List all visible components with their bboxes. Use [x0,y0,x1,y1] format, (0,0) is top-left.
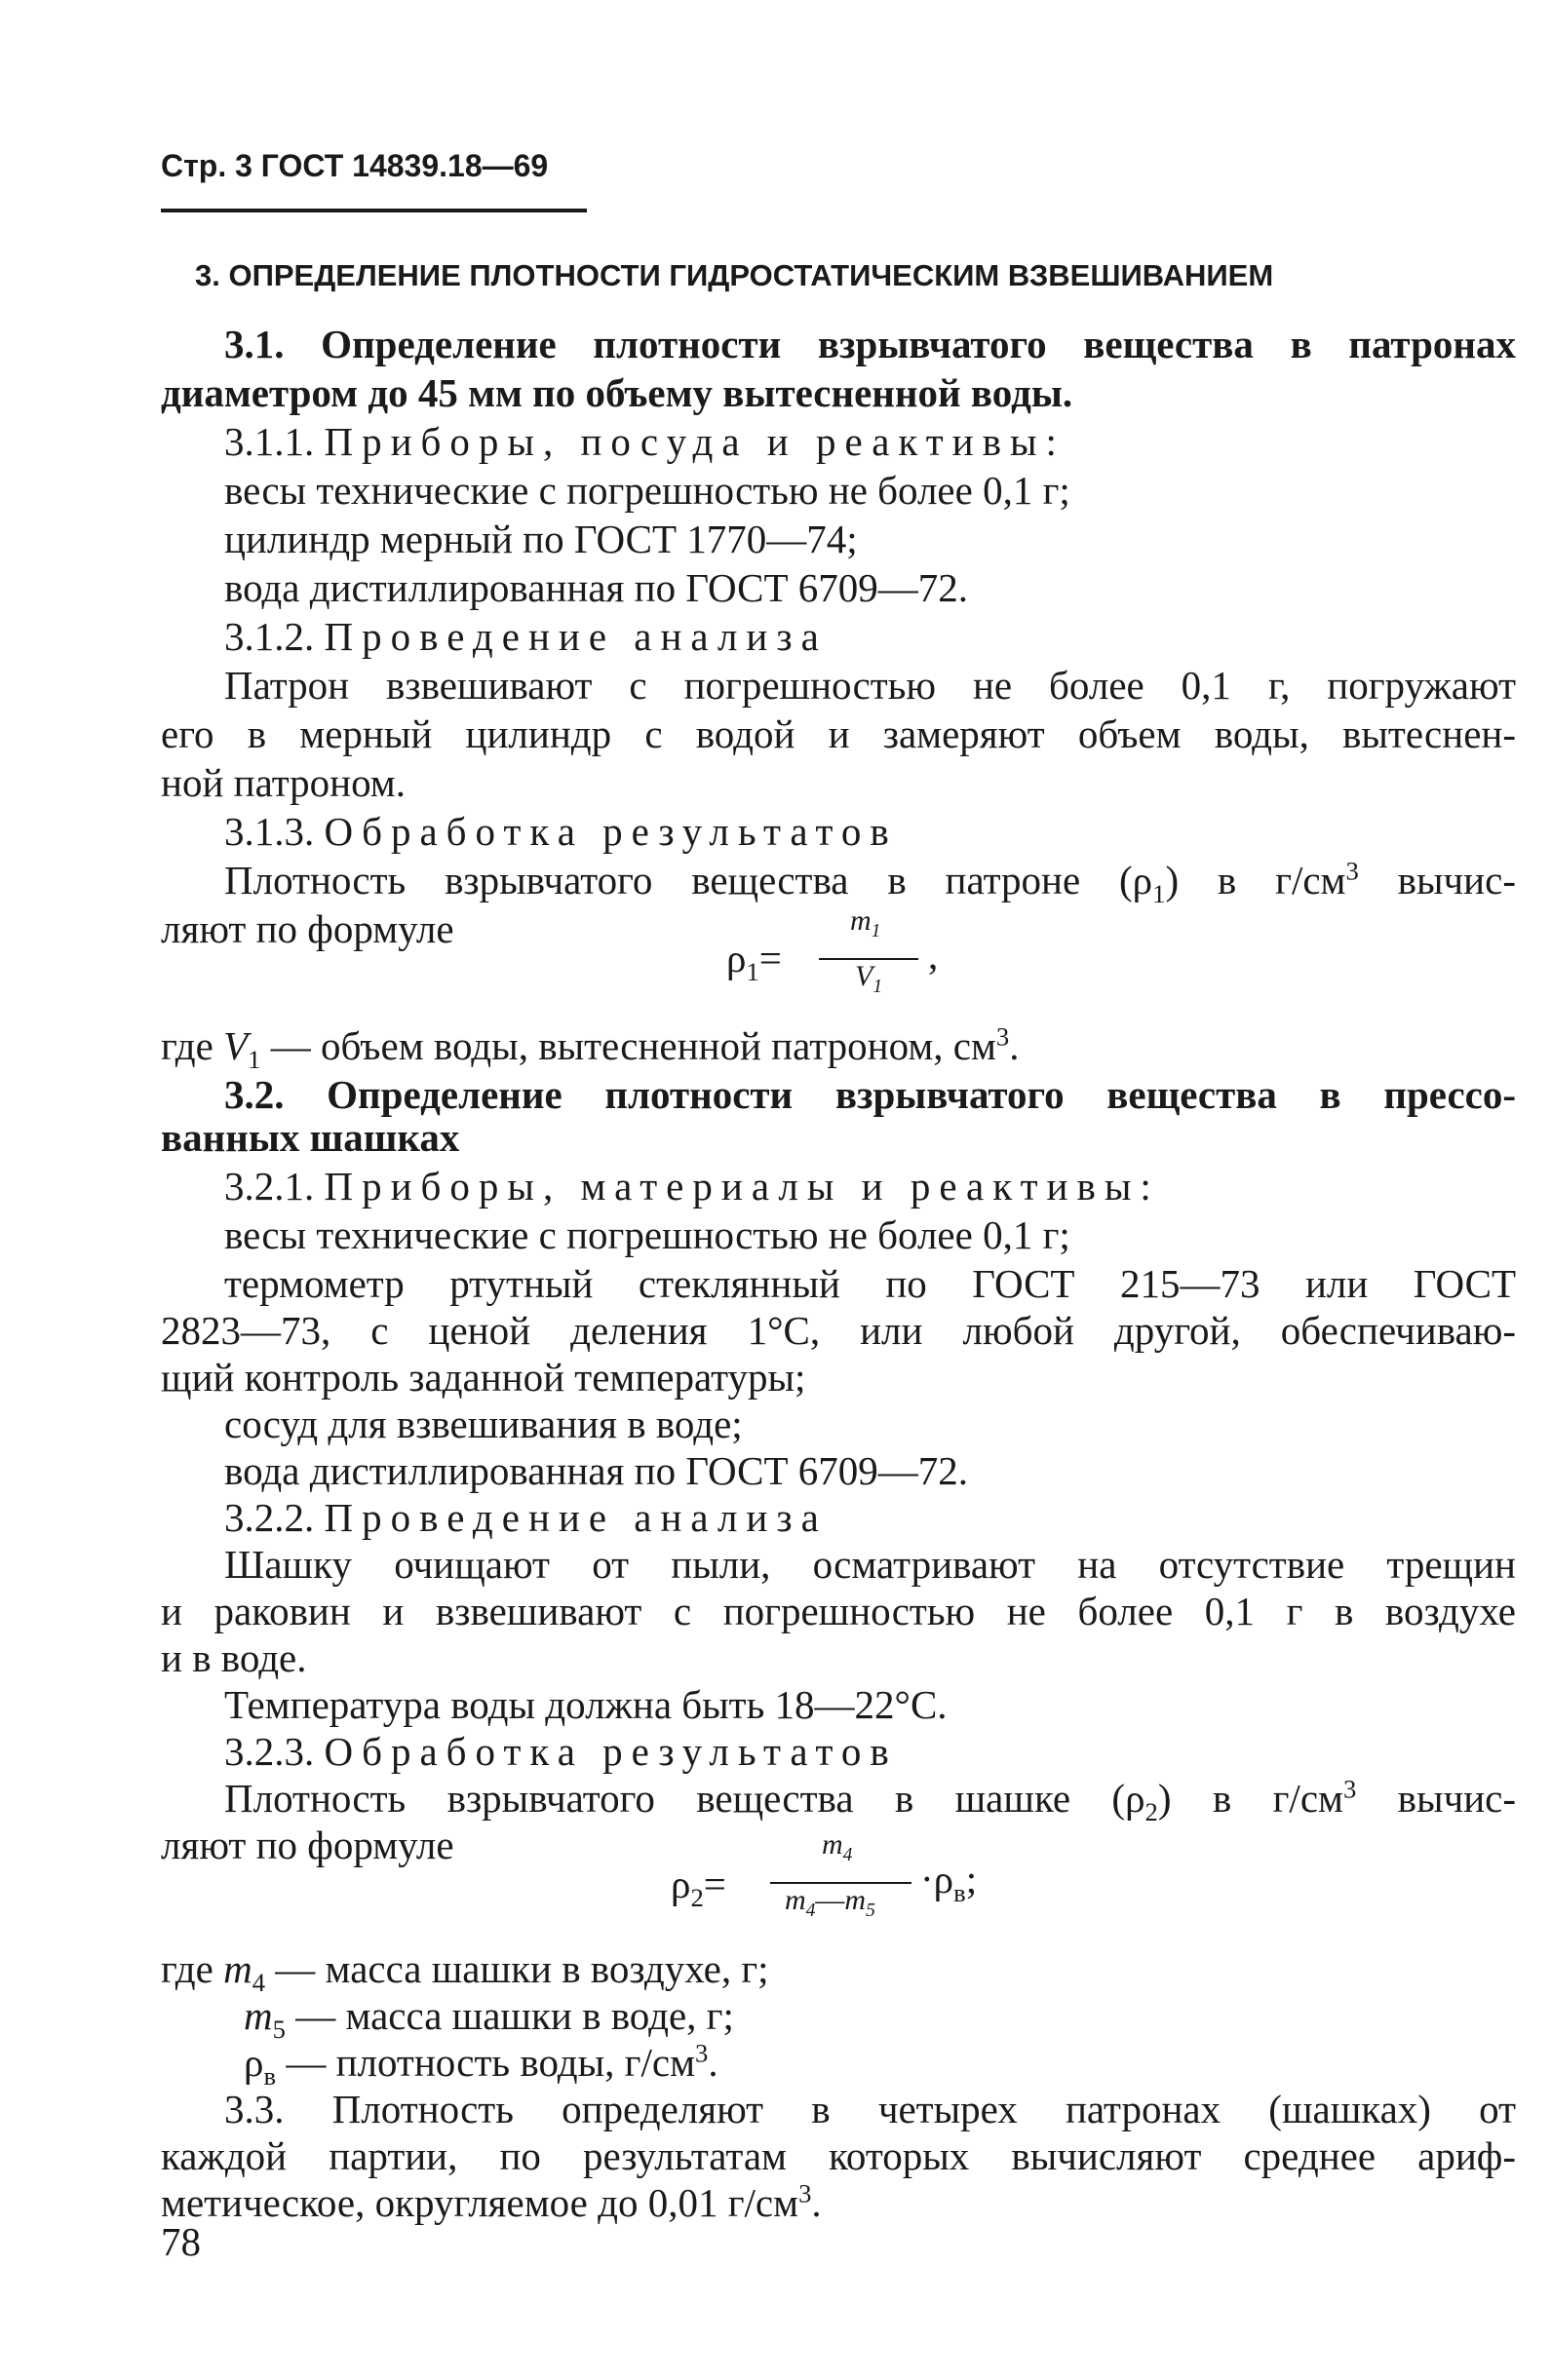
s3-2-title-line-1 [224,1070,1516,1119]
s3-1-2-line-3: ной патроном. [161,760,406,805]
s3-2-3-where-3 [244,2038,1511,2092]
s3-2-2-line-2: и раковин и взвешивают с погрешностью не более 0,1 г в воздухе [161,1589,1516,1633]
s3-2-3-num: 3.2.3. [224,1729,315,1774]
where-rho-sup: 3 [695,2038,709,2068]
where-m5-text: — масса шашки в воде, г; [285,1993,734,2038]
s3-1-2-line-2: его в мерный цилиндр с водой и замеряют объем воды, вытеснен- [161,711,1516,756]
s3-2-3-where-2 [244,1991,1511,2045]
where-rho-sub: в [263,2061,277,2092]
formula-rho2-lhs [671,1860,726,1913]
s3-2-1-item-2c: щий контроль заданной температуры; [161,1355,806,1400]
s3-1-1-num: 3.1.1. [224,419,315,464]
where-var: V [223,1023,249,1068]
rho2-subscript: 2 [1144,1797,1158,1827]
s3-1-1-item-3: вода дистиллированная по ГОСТ 6709—72. [224,565,969,610]
formula-rho2-lhs-symbol: ρ [671,1862,691,1906]
formula-rho2-den-a-sub: 4 [805,1900,816,1921]
s3-3-end: . [811,2180,822,2225]
s3-2-3-line-1 [224,1774,1516,1827]
where-end: . [1009,1023,1020,1068]
s3-1-1-heading [224,417,1516,466]
formula-rho2-numerator [822,1828,853,1865]
formula-rho1-numerator [850,904,881,941]
formula-rho1-num-var: m [850,904,872,937]
where-label: где [161,1023,224,1068]
formula-rho2-den-b-sub: 5 [866,1900,875,1921]
s3-2-2-line-1: Шашку очищают от пыли, осматривают на отсутствие трещин [224,1542,1516,1587]
formula-rho2-denominator [785,1884,875,1921]
where-m4-text: — масса шашки в воздухе, г; [265,1946,769,1991]
s3-2-1-item-2a: термометр ртутный стеклянный по ГОСТ 215—73 или ГОСТ [224,1261,1516,1306]
formula-rho2-lhs-sub: 2 [690,1883,704,1913]
s3-2-1-item-1: весы технические с погрешностью не более 0,1 г; [224,1212,1070,1257]
section-title: 3. ОПРЕДЕЛЕНИЕ ПЛОТНОСТИ ГИДРОСТАТИЧЕСКИМ ВЗВЕШИВАНИЕМ [195,258,1274,292]
unit-superscript-2: 3 [1342,1774,1357,1804]
s3-2-3-where-1 [161,1944,1516,1998]
s3-1-3-line-1 [224,856,1516,909]
page-number: 78 [161,2219,201,2264]
s3-3-line-3 [161,2178,1516,2227]
s3-1-3-title: Обработка результатов [324,809,898,854]
formula-rho2-tail [920,1855,978,1908]
s3-3-sup: 3 [798,2178,812,2208]
where-m5-sub: 5 [272,2015,286,2045]
formula-rho2-num-var: m [822,1828,843,1861]
s3-1-1-item-2: цилиндр мерный по ГОСТ 1770—74; [224,517,858,561]
formula-rho2-tail-sub: в [953,1878,966,1908]
s3-2-3-line-2: ляют по формуле [161,1823,454,1867]
s3-1-2-num: 3.1.2. [224,614,315,659]
s3-3-text-1: Плотность определяют в четырех патронах (шашках) от [331,2087,1516,2131]
s3-1-1-item-1: весы технические с погрешностью не более 0,1 г; [224,468,1070,513]
page-header: Стр. 3 ГОСТ 14839.18—69 [161,148,549,183]
s3-2-2-heading [224,1493,1516,1542]
where-rho-var: ρ [244,2040,264,2085]
s3-3-line-1 [224,2085,1516,2133]
s3-2-3-text-b: ) в г/см [1157,1776,1343,1821]
s3-1-1-title: Приборы, посуда и реактивы: [324,419,1066,464]
formula-rho2-num-sub: 4 [842,1845,853,1865]
s3-1-3-num: 3.1.3. [224,809,315,854]
s3-1-3-text-b: ) в г/см [1165,858,1346,902]
formula-rho2-den-a: m [785,1884,806,1916]
s3-2-1-item-2b: 2823—73, с ценой деления 1°С, или любой другой, обеспечиваю- [161,1308,1516,1353]
s3-1-num: 3.1. [224,322,285,366]
where-m5-var: m [244,1993,273,2038]
s3-2-1-title: Приборы, материалы и реактивы: [324,1164,1160,1209]
formula-rho1-denominator [855,960,883,997]
header-rule [161,209,587,212]
formula-rho1-lhs-symbol: ρ [726,936,747,980]
formula-rho1-tail: , [928,933,939,978]
s3-1-title-a: Определение плотности взрывчатого вещества в патронах [321,322,1516,366]
s3-1-2-heading [224,612,1516,661]
s3-2-1-num: 3.2.1. [224,1164,315,1209]
s3-1-3-text-c: вычис- [1358,858,1516,902]
where-var-sub: 1 [248,1045,261,1075]
s3-2-3-heading [224,1727,1516,1776]
formula-rho2-tail-rho: ·ρ [920,1857,954,1901]
s3-2-2-title: Проведение анализа [324,1495,828,1540]
s3-2-title-a: Определение плотности взрывчатого вещества в прессо- [327,1072,1517,1117]
s3-1-2-title: Проведение анализа [324,614,828,659]
unit-superscript: 3 [1345,856,1359,886]
s3-3-num: 3.3. [224,2087,285,2131]
s3-2-2-line-3: и в воде. [161,1635,307,1680]
s3-2-2-line-4: Температура воды должна быть 18—22°С. [224,1682,948,1727]
formula-rho1-den-sub: 1 [872,977,883,997]
s3-1-3-where [161,1021,1516,1075]
formula-rho1-den-var: V [855,960,873,992]
s3-1-3-line-2: ляют по формуле [161,906,454,951]
s3-3-text-3: метическое, округляемое до 0,01 г/см [161,2180,799,2225]
s3-2-3-text-a: Плотность взрывчатого вещества в шашке (ρ [224,1776,1145,1821]
formula-rho1-num-sub: 1 [871,921,881,941]
s3-1-2-line-1: Патрон взвешивают с погрешностью не более 0,1 г, погружают [224,663,1516,708]
s3-2-3-text-c: вычис- [1356,1776,1516,1821]
s3-2-1-item-3: сосуд для взвешивания в воде; [224,1401,743,1446]
where-rho-text: — плотность воды, г/см [276,2040,696,2085]
s3-1-title-line-2: диаметром до 45 мм по объему вытесненной воды. [161,370,1073,415]
formula-rho2-eq: = [703,1862,726,1906]
where-sup: 3 [995,1021,1010,1052]
s3-2-3-title: Обработка результатов [324,1729,898,1774]
s3-3-line-2: каждой партии, по результатам которых вычисляют среднее ариф- [161,2133,1516,2178]
where-label-2: где [161,1946,224,1991]
formula-rho2-tail-end: ; [965,1857,978,1901]
s3-2-num: 3.2. [224,1072,285,1117]
s3-1-title-line-1 [224,320,1516,368]
where-text: — объем воды, вытесненной патроном, см [260,1023,996,1068]
s3-2-1-item-4: вода дистиллированная по ГОСТ 6709—72. [224,1448,969,1493]
formula-rho2-den-b: m [844,1884,867,1916]
where-m4-var: m [223,1946,252,1991]
formula-rho2-den-minus: — [815,1884,845,1916]
rho-subscript: 1 [1152,879,1166,909]
formula-rho1-lhs [726,934,782,987]
formula-rho1-lhs-sub: 1 [746,957,759,987]
where-rho-end: . [708,2040,718,2085]
where-m4-sub: 4 [252,1968,266,1998]
s3-1-3-heading [224,807,1516,856]
formula-rho1-eq: = [758,936,782,980]
s3-2-title-line-2: ванных шашках [161,1115,460,1160]
s3-1-3-text-a: Плотность взрывчатого вещества в патроне (ρ [224,858,1153,902]
s3-2-1-heading [224,1162,1516,1210]
s3-2-2-num: 3.2.2. [224,1495,315,1540]
